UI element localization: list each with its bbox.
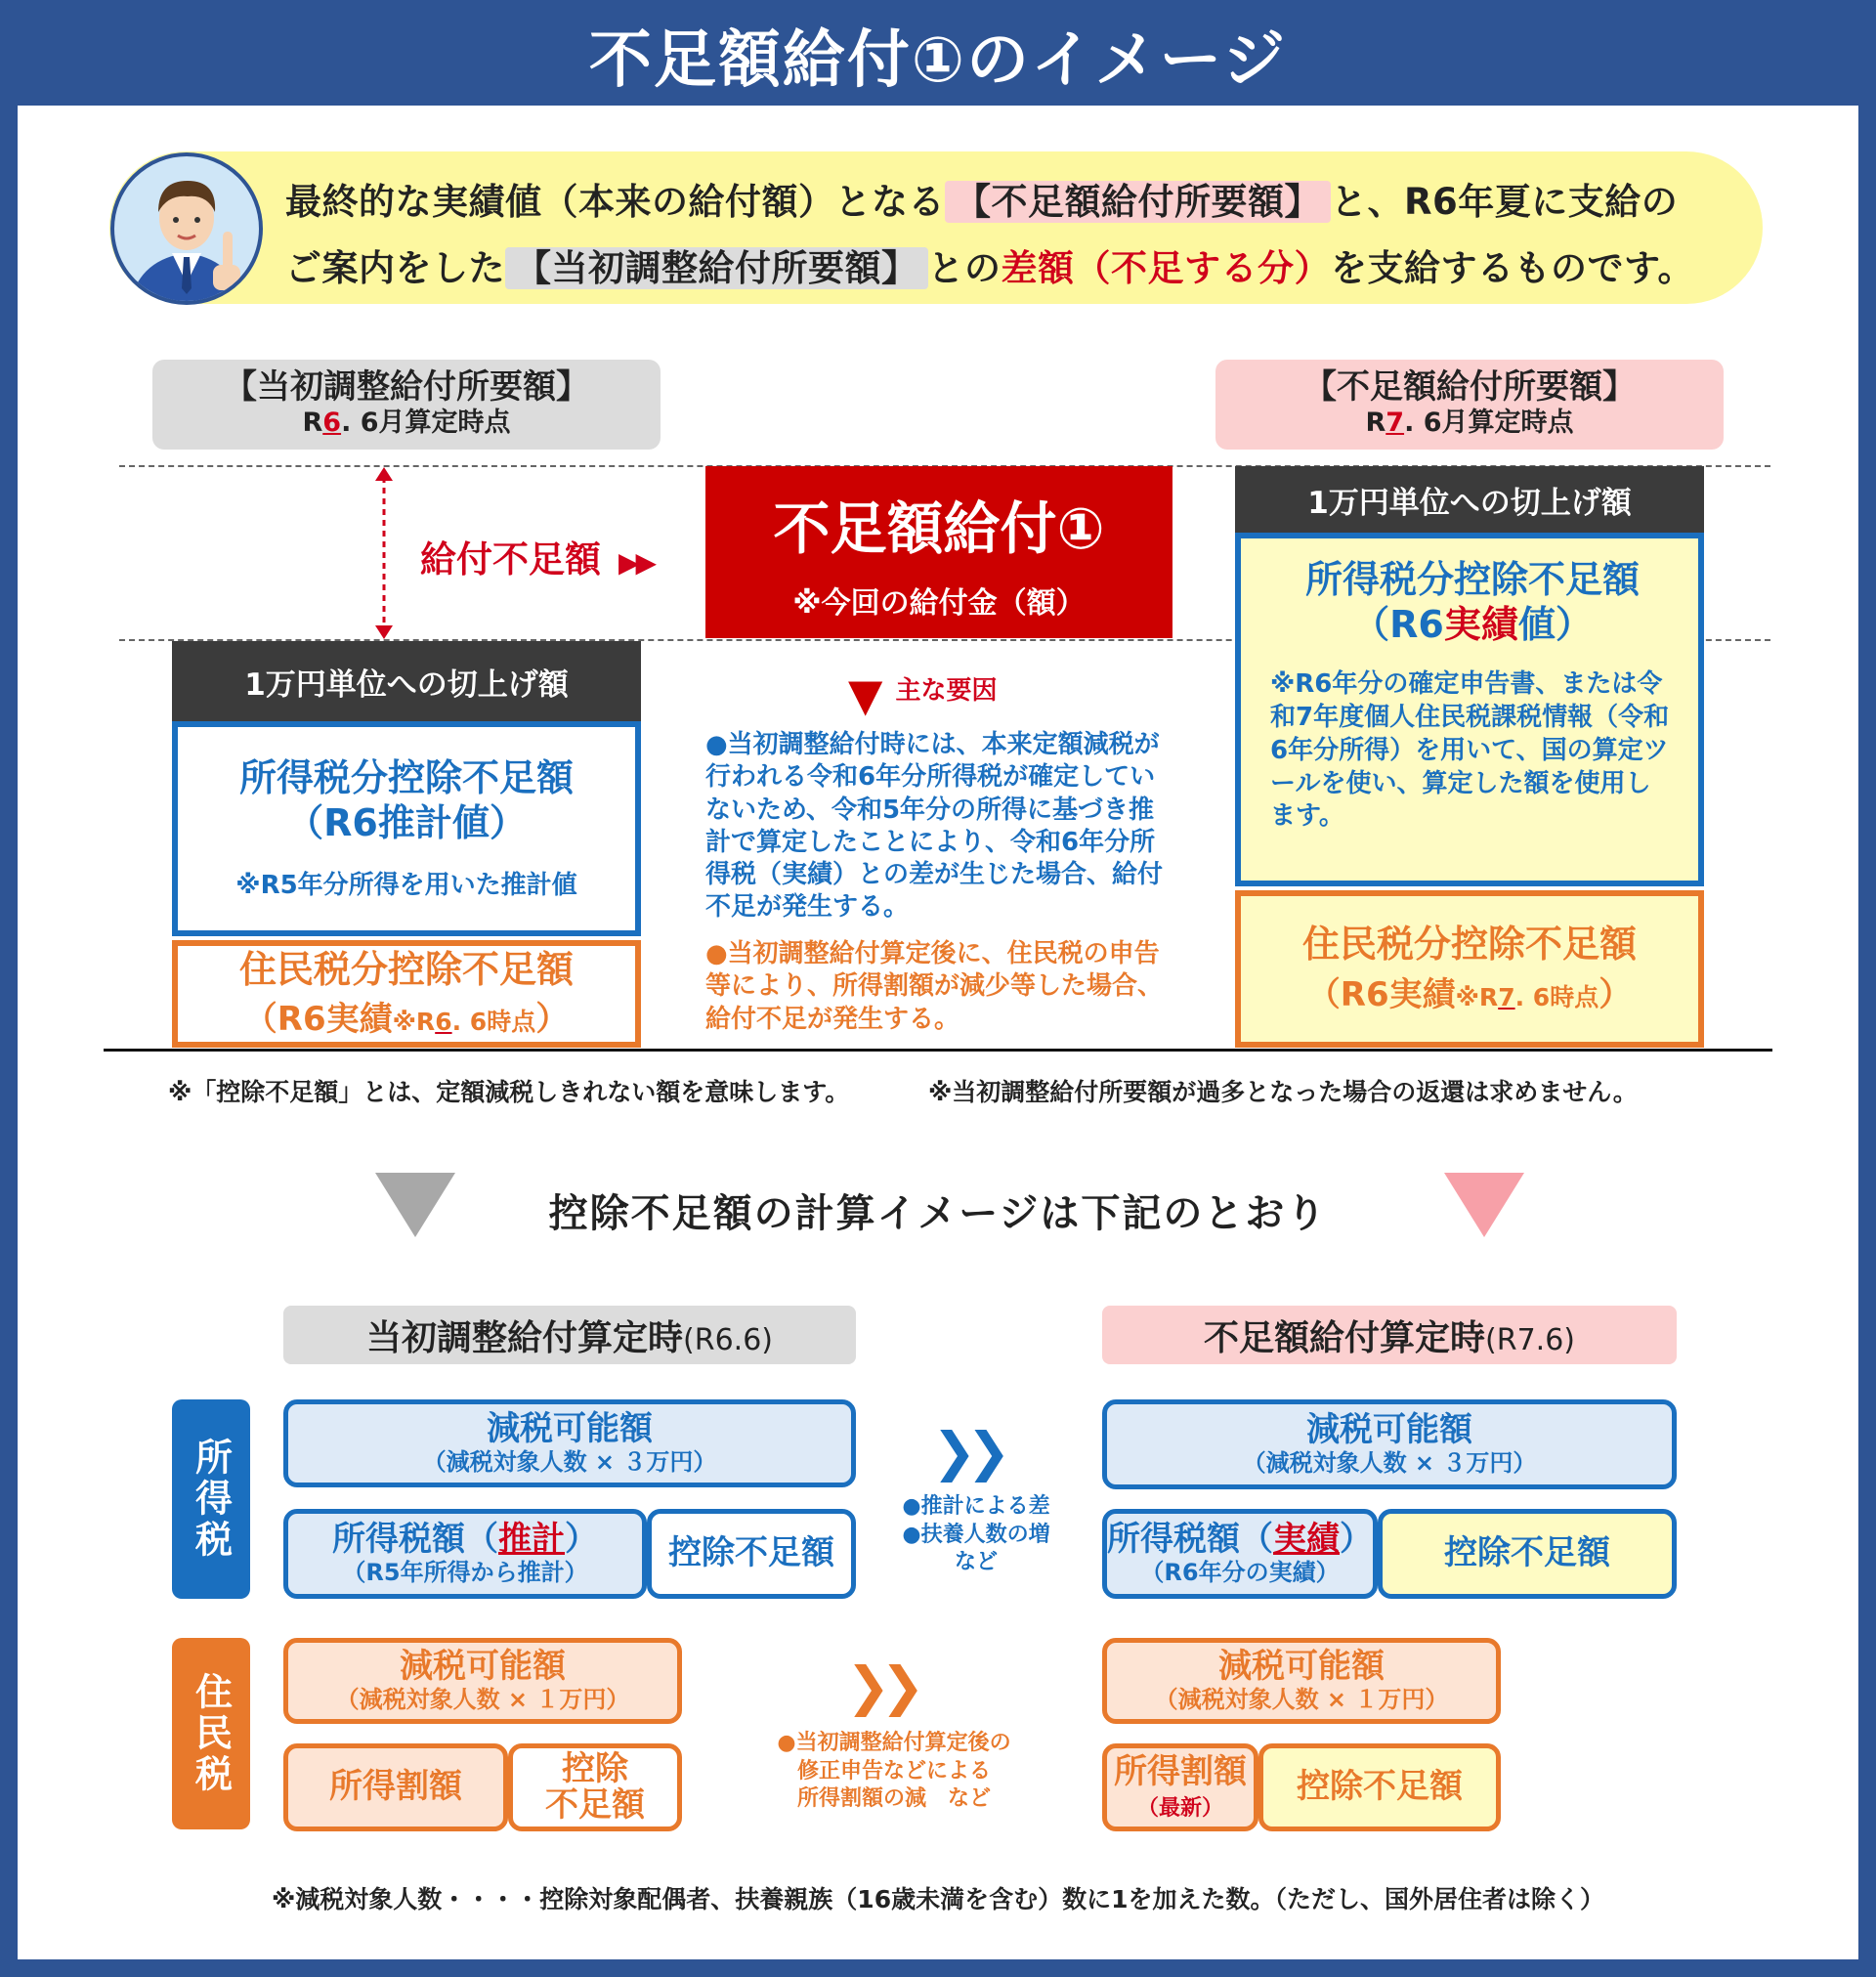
box-title: 所得割額 (329, 1767, 462, 1807)
resident-left-tax-box (283, 1743, 508, 1831)
right-resident-tax-shortfall-box (1235, 890, 1704, 1048)
intro-text: を支給するものです。 (1331, 247, 1695, 289)
box-subtitle: （減税対象人数 × ３万円） (1242, 1449, 1537, 1478)
box-title: 減税可能額 (1218, 1647, 1385, 1687)
income-right-reducible-box (1102, 1399, 1677, 1489)
box-subtitle: （R6実績値） (1352, 602, 1593, 646)
shortfall-required-header (1215, 360, 1724, 450)
box-subtitle: （最新） (1136, 1796, 1223, 1822)
resident-right-shortfall-box (1258, 1743, 1501, 1831)
right-income-tax-shortfall-box (1235, 533, 1704, 886)
main-benefit-box (705, 466, 1172, 638)
factor-1-text: ●当初調整給付時には、本来定額減税が行われる令和6年分所得税が確定していないため、令和5年分の所得に基づき推計で算定したことにより、令和6年分所得税（実績）との差が生じた場合、給付不足が発生する。 (705, 730, 1164, 923)
box-title: 所得割額 (1114, 1751, 1247, 1791)
resident-right-reducible-box (1102, 1638, 1501, 1724)
baseline (104, 1049, 1772, 1052)
intro-line-2 (285, 238, 1694, 291)
box-title: 所得税分控除不足額 (1304, 558, 1640, 601)
right-arrows-icon: ▶▶ (618, 546, 654, 579)
orange-double-chevron-icon: ❯❯ (846, 1655, 916, 1717)
factor-2-text: ●当初調整給付算定後に、住民税の申告等により、所得割額が減少等した場合、給付不足が発生する。 (705, 939, 1164, 1034)
income-diff-notes: ●推計による差 ●扶養人数の増 など (902, 1494, 1050, 1575)
box-title: 控除不足額 (668, 1533, 834, 1573)
box-title: 所得税額（実績） (1107, 1520, 1373, 1560)
left-resident-tax-shortfall-box (172, 940, 641, 1048)
gray-down-triangle-icon (375, 1173, 455, 1237)
intro-text: と、R6年夏に支給の (1331, 181, 1679, 223)
income-left-tax-box (283, 1509, 647, 1599)
section-title: 控除不足額の計算イメージは下記のとおり (548, 1191, 1328, 1236)
header-subtitle: R7. 6月算定時点 (1365, 407, 1574, 438)
box-subtitle: （R6実績※R6. 6時点） (243, 1000, 570, 1040)
header-subtitle: R6. 6月算定時点 (302, 407, 511, 438)
factors-label (848, 668, 998, 721)
income-left-reducible-box (283, 1399, 856, 1487)
pink-down-triangle-icon (1444, 1173, 1524, 1237)
box-title: 控除不足額 (1297, 1767, 1463, 1807)
calc-initial-header: 当初調整給付算定時(R6.6) (283, 1306, 856, 1364)
header-title: 【当初調整給付所要額】 (224, 367, 589, 408)
box-title: 所得税分控除不足額 (238, 755, 574, 799)
intro-line-1 (285, 172, 1678, 225)
main-benefit-subtitle: ※今回の給付金（額） (792, 586, 1086, 621)
header-title: 【不足額給付所要額】 (1303, 367, 1636, 408)
left-roundup-bar: 1万円単位への切上げ額 (172, 641, 641, 721)
resident-right-tax-box (1102, 1743, 1258, 1831)
box-subtitle: （減税対象人数 × １万円） (1154, 1686, 1449, 1714)
down-triangle-icon: ▼ (848, 668, 883, 721)
highlight-difference: 差額（不足する分） (1001, 247, 1331, 289)
highlight-initial-required: 【当初調整給付所要額】 (505, 247, 928, 289)
box-note: ※R6年分の確定申告書、または令和7年度個人住民税課税情報（令和6年分所得）を用いて、国の算定ツールを使い、算定した額を使用します。 (1270, 669, 1670, 832)
box-subtitle: （R5年所得から推計） (342, 1559, 588, 1587)
intro-text: ご案内をした (285, 247, 505, 289)
footnote-no-refund: ※当初調整給付所要額が過多となった場合の返還は求めません。 (928, 1078, 1638, 1106)
calc-shortfall-header: 不足額給付算定時(R7.6) (1102, 1306, 1677, 1364)
box-subtitle: （R6推計値） (286, 800, 527, 844)
box-title: 住民税分控除不足額 (238, 947, 574, 991)
income-left-shortfall-box (647, 1509, 856, 1599)
main-benefit-title: 不足額給付① (773, 495, 1105, 562)
box-title: 減税可能額 (400, 1647, 566, 1687)
box-title: 控除 不足額 (545, 1748, 645, 1825)
box-title: 控除不足額 (1444, 1533, 1610, 1573)
resident-left-shortfall-box (508, 1743, 682, 1831)
bottom-note: ※減税対象人数・・・・控除対象配偶者、扶養親族（16歳未満を含む）数に1を加えた数。（ただし、国外居住者は除く） (272, 1885, 1604, 1913)
intro-text: との (927, 247, 1002, 289)
resident-left-reducible-box (283, 1638, 682, 1724)
right-roundup-bar: 1万円単位への切上げ額 (1235, 466, 1704, 533)
blue-double-chevron-icon: ❯❯ (932, 1421, 1002, 1483)
footnote-definition: ※「控除不足額」とは、定額減税しきれない額を意味します。 (168, 1078, 850, 1106)
gap-double-arrow-icon (371, 467, 397, 639)
box-title: 住民税分控除不足額 (1301, 923, 1637, 967)
left-income-tax-shortfall-box (172, 721, 641, 936)
income-right-tax-box (1102, 1509, 1378, 1599)
box-subtitle: （R6実績※R7. 6時点） (1306, 974, 1633, 1014)
box-title: 減税可能額 (1306, 1410, 1472, 1450)
income-tax-label: 所得税 (172, 1399, 250, 1599)
box-title: 所得税額（推計） (332, 1520, 598, 1560)
initial-required-header (152, 360, 661, 450)
box-note: ※R5年分所得を用いた推計値 (235, 871, 577, 901)
highlight-shortfall-required: 【不足額給付所要額】 (945, 181, 1331, 223)
page-title: 不足額給付①のイメージ (588, 24, 1288, 97)
factors-text: 主な要因 (895, 676, 998, 706)
gap-label: 給付不足額 ▶▶ (420, 538, 654, 580)
box-subtitle: （減税対象人数 × １万円） (335, 1686, 630, 1714)
income-right-shortfall-box (1378, 1509, 1677, 1599)
box-subtitle: （R6年分の実績） (1140, 1559, 1340, 1587)
resident-tax-label: 住民税 (172, 1638, 250, 1829)
resident-diff-notes: ●当初調整給付算定後の 修正申告などによる 所得割額の減 など (777, 1731, 1011, 1812)
box-subtitle: （減税対象人数 × ３万円） (422, 1448, 717, 1477)
intro-text: 最終的な実績値（本来の給付額）となる (285, 181, 945, 223)
box-title: 減税可能額 (487, 1409, 653, 1449)
businessman-avatar-icon (109, 151, 264, 306)
